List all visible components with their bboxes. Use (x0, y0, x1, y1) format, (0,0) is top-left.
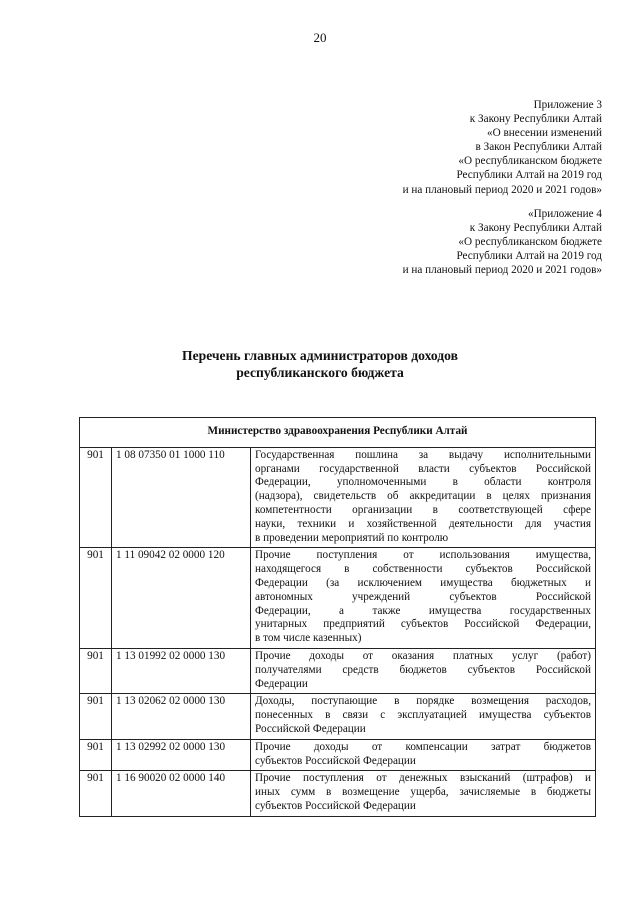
table-row (80, 548, 596, 649)
appendix-3-line: Приложение 3 (533, 99, 602, 111)
revenue-name-line: Прочие поступления от использования имущества, (255, 549, 591, 562)
ministry-name: Министерство здравоохранения Республики Алтай (80, 418, 596, 448)
appendix-3-line: и на плановый период 2020 и 2021 годов» (402, 183, 602, 196)
revenue-code-cell: 1 11 09042 02 0000 120 (112, 548, 251, 649)
ministry-header-row (80, 418, 596, 448)
revenue-name-line: Федерации, уполномоченными в области контроля (255, 476, 591, 489)
appendix-3-line: в Закон Республики Алтай (475, 141, 602, 154)
revenue-name-line: получателями средств бюджетов субъектов Российской (255, 663, 591, 676)
appendix-3-line: Республики Алтай на 2019 год (456, 169, 602, 182)
revenue-code-cell: 1 13 01992 02 0000 130 (112, 648, 251, 693)
revenue-name-line: автономных учреждений субъектов Российской (255, 590, 591, 603)
revenue-name-line: субъектов Российской Федерации (255, 754, 416, 767)
admin-code-cell: 901 (80, 771, 112, 816)
appendix-4-line: Республики Алтай на 2019 год (456, 250, 602, 263)
revenue-name-line: в том числе казенных) (255, 632, 362, 645)
document-title (0, 347, 640, 381)
appendix-4-line: «О республиканском бюджете (458, 236, 602, 249)
table-row (80, 694, 596, 739)
appendix-4-heading (403, 207, 602, 277)
revenue-code-cell: 1 13 02992 02 0000 130 (112, 739, 251, 771)
revenue-name-line: Прочие поступления от денежных взысканий (штрафов) и (255, 772, 591, 785)
revenue-name-cell (251, 739, 596, 771)
admin-code-cell: 901 (80, 694, 112, 739)
table-row (80, 447, 596, 548)
revenue-name-line: (надзора), свидетельств об аккредитации в целях признания (255, 490, 591, 503)
appendix-4-line: и на плановый период 2020 и 2021 годов» (402, 264, 602, 277)
revenue-name-line: субъектов Российской Федерации (255, 799, 416, 812)
admin-code-cell: 901 (80, 648, 112, 693)
revenue-name-line: органами государственной власти субъектов Российской (255, 462, 591, 475)
revenue-name-line: Федерации (255, 677, 308, 690)
appendix-3-line: «О внесении изменений (486, 127, 602, 140)
revenue-name-cell (251, 771, 596, 816)
revenue-name-line: Доходы, поступающие в порядке возмещения расходов, (255, 695, 591, 708)
appendix-3-line: «О республиканском бюджете (458, 155, 602, 168)
table-row (80, 771, 596, 816)
revenue-name-line: в проведении мероприятий по контролю (255, 531, 449, 544)
admin-code-cell: 901 (80, 548, 112, 649)
appendix-4-line: к Закону Республики Алтай (469, 222, 602, 235)
revenue-code-cell: 1 13 02062 02 0000 130 (112, 694, 251, 739)
appendix-4-line: «Приложение 4 (527, 208, 602, 220)
admin-code-cell: 901 (80, 739, 112, 771)
revenue-name-line: Федерации, а также имущества государственных (255, 604, 591, 617)
revenue-name-line: Государственная пошлина за выдачу исполнительными (255, 448, 591, 461)
revenue-name-line: науки, техники и хозяйственной деятельности для участия (255, 517, 591, 530)
revenue-name-line: понесенных в связи с эксплуатацией имущества субъектов (255, 709, 591, 722)
revenue-name-line: компетентности организации в соответствующей сфере (255, 503, 591, 516)
revenue-name-line: Прочие доходы от компенсации затрат бюджетов (255, 740, 591, 753)
revenue-name-cell (251, 694, 596, 739)
revenue-name-line: находящегося в собственности субъектов Российской (255, 563, 591, 576)
revenue-name-line: унитарных предприятий субъектов Российской Федерации, (255, 618, 591, 631)
revenue-administrators-table (79, 417, 596, 817)
page-number: 20 (313, 30, 327, 45)
revenue-name-cell (251, 648, 596, 693)
revenue-code-cell: 1 16 90020 02 0000 140 (112, 771, 251, 816)
revenue-name-line: Федерации (за исключением имущества бюджетных и (255, 576, 591, 589)
appendix-3-line: к Закону Республики Алтай (469, 113, 602, 126)
revenue-name-line: Прочие доходы от оказания платных услуг (работ) (255, 649, 591, 662)
revenue-code-cell: 1 08 07350 01 1000 110 (112, 447, 251, 548)
appendix-3-heading (403, 98, 602, 197)
table-row (80, 648, 596, 693)
document-title-line: республиканского бюджета (236, 365, 404, 380)
revenue-name-line: иных сумм в возмещение ущерба, зачисляемые в бюджеты (255, 786, 591, 799)
revenue-name-line: Российской Федерации (255, 722, 366, 735)
document-title-line: Перечень главных администраторов доходов (182, 348, 458, 363)
revenue-name-cell (251, 548, 596, 649)
revenue-name-cell (251, 447, 596, 548)
table-row (80, 739, 596, 771)
admin-code-cell: 901 (80, 447, 112, 548)
